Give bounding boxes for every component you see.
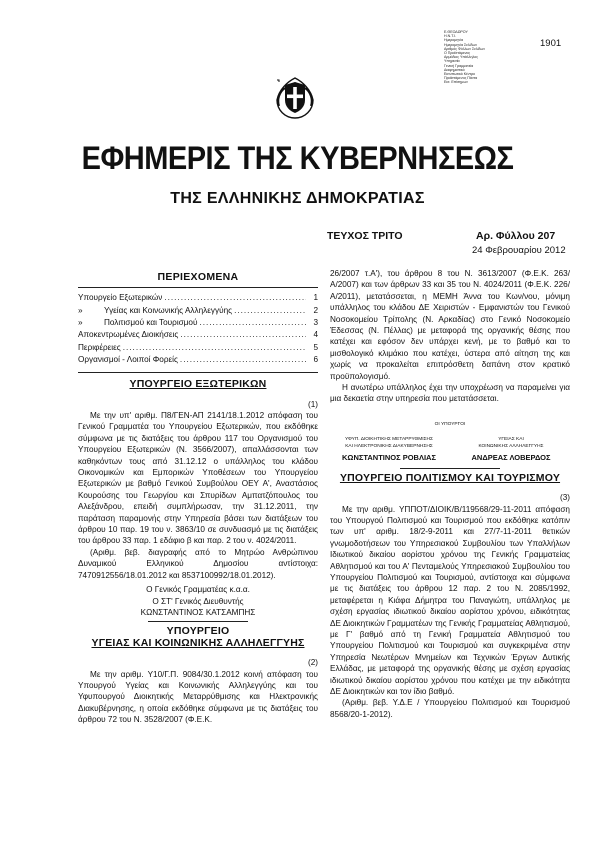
issue-date: 24 Φεβρουαρίου 2012 (472, 245, 566, 256)
toc-item-page: 1 (313, 293, 318, 303)
toc-item-page: 4 (313, 330, 318, 340)
divider (78, 287, 318, 288)
gazette-subtitle: ΤΗΣ ΕΛΛΗΝΙΚΗΣ ΔΗΜΟΚΡΑΤΙΑΣ (170, 190, 425, 207)
stamp-line: Διαφημιστικό (444, 67, 465, 72)
stamp-line: Ο Προϊστάμενος (444, 51, 471, 56)
toc-item-ditto: » (78, 318, 83, 327)
toc-item-label: Αποκεντρωμένες Διοικήσεις (78, 330, 179, 340)
toc-item-label: Περιφέρειες (78, 342, 121, 352)
stamp-line: Η.Ν.Τ.Ι. (444, 34, 456, 39)
toc-item-label: Οργανισμοί - Λοιποί Φορείς (78, 354, 178, 364)
toc-leader (234, 305, 306, 316)
greek-coat-of-arms-icon (273, 76, 317, 120)
decision-text: Με την υπ' αριθμ. Π8/ΓΕΝ-ΑΠ 2141/18.1.2012 απόφαση του Γενικού Γραμματέα του Υπουργείου Εξωτερικών, που εκδόθηκε σύμφωνα με τις διατάξεις του άρθρου 117 του Οργανισμού του Υπουργείου Εξωτερικών (Ν. 3566/2007), απαλλάσσονται των καθηκόντων τους από 31.12.12 ο υπάλληλος του κλάδου Οικονομικών και Εμπορικών Υποθέσεων του Υπουργείου Εξωτερικών με βαθμό Γενικού Συμβούλου ΟΕΥ Α', Αναστάσιος Κουρούσης του Γεωργίου και Σπυρίδων Αμπατζόπουλος του Αλεξάνδρου, επειδή συμπλήρωσαν, την 31.12.2011, την παράταση παραμονής στην Υπηρεσία βάσει των διατάξεων του άρθρου 10 παρ. 19 του ν. 3863/10 σε συνδυασμό με τις διατάξεις του άρθρου 33 παρ. 1 εδάφιο β και παρ. 2 του ν. 4024/2011. (78, 411, 318, 546)
divider (400, 468, 500, 469)
decision-text: Με την αριθμ. ΥΠΠΟΤ/ΔΙΟΙΚ/Β/119568/29-11-2011 απόφαση του Υπουργού Πολιτισμού και Τουρισμού που εκδόθηκε κατόπιν των υπ' αριθμ. 18/2-9-2011 και 27/7-11-2011 θετικών γνωμοδοτήσεων του Υπηρεσιακού Συμβουλίου των Υπαλλήλων Ιδιωτικού δικαίου αορίστου χρόνου της Γενικής Γραμματείας Αθλητισμού και του Α' Πενταμελούς Υπηρεσιακού Συμβουλίου του Υπουργείου Πολιτισμού και Τουρισμού, αντίστοιχα και σύμφωνα με τις διατάξεις του άρθρου 12 παρ. 2 του Ν. 2085/1992, μεταφέρεται η Κιάφα Δήμητρα του Παναγιώτη, υπάλληλος με σχέση εργασίας ιδιωτικού δικαίου αορίστου χρόνου, ειδικότητας ΔΕ Διοικητικών Γραμματέων της Γενικής Γραμματείας Αθλητισμού, με Γ' βαθμό από τη Γενική Γραμματεία Αθλητισμού του Υπουργείου Πολιτισμού και Τουρισμού και συγκεκριμένα στην Υπηρεσία Νεωτέρων Μνημείων και Τεχνικών Έργων Δυτικής Ελλάδας, με μεταφορά της οργανικής θέσης με σχέση εργασίας ιδιωτικού δικαίου αορίστου χρόνου που κατέχει με την ειδικότητα ΔΕ Διοικητικών και τον ίδιο βαθμό. (330, 504, 570, 696)
page-number: 1901 (540, 38, 562, 49)
section-heading: ΥΠΟΥΡΓΕΙΟ ΕΞΩΤΕΡΙΚΩΝ (129, 378, 267, 391)
decision-text: Με την αριθμ. Υ10/Γ.Π. 9084/30.1.2012 κοινή απόφαση του Υπουργού Υγείας και Κοινωνικής Αλληλεγγύης και του Υφυπουργού Διοικητικής Μεταρρύθμισης και Ηλεκτρονικής Διακυβέρνησης, η οποία εκδόθηκε σύμφωνα με τις διατάξεις του άρθρου 72 του Ν. 3528/2007 (Φ.Ε.Κ. (78, 669, 318, 725)
issue-sheet-number: Αρ. Φύλλου 207 (476, 230, 556, 242)
signatory-name: ΚΩΝΣΤΑΝΤΙΝΟΣ ΡΟΒΛΙΑΣ (342, 453, 436, 463)
divider (148, 621, 248, 622)
toc-leader (180, 354, 306, 365)
section-heading: ΥΠΟΥΡΓΕΙΟ (166, 625, 230, 638)
stamp-line: Εισ. Επίσημων (444, 80, 468, 85)
toc-leader (180, 329, 306, 340)
archive-stamp (444, 30, 506, 85)
toc-item-label: Υγείας και Κοινωνικής Αλληλεγγύης (104, 305, 233, 315)
decision-text: Η ανωτέρω υπάλληλος έχει την υποχρέωση να παραμείνει για μια δεκαετία στην υπηρεσία που μετατάσσεται. (330, 383, 570, 404)
stamp-line: Εκτυπωτικό Κέντρο (444, 72, 475, 77)
signatory-role: ΥΓΕΙΑΣ ΚΑΙ (498, 437, 524, 443)
toc-item-ditto: » (78, 305, 83, 315)
toc-leader (164, 292, 306, 303)
stamp-line: Ε.ΘΕΟΔΩΡΟΥ (444, 30, 468, 34)
table-of-contents (78, 292, 318, 366)
toc-item[interactable] (78, 354, 318, 366)
stamp-line: Προϊστάμενος Πάντα (444, 76, 478, 81)
signatory-role: ΚΑΙ ΗΛΕΚΤΡΟΝΙΚΗΣ ΔΙΑΚΥΒΕΡΝΗΣΗΣ (345, 444, 433, 450)
signatory-title: Ο Γενικός Γραμματέας κ.α.α. (146, 585, 250, 595)
stamp-line: Ημερομηνία (444, 38, 464, 43)
toc-item-page: 6 (313, 354, 318, 364)
signature-right (452, 436, 570, 463)
signatory-name: ΑΝΔΡΕΑΣ ΛΟΒΕΡΔΟΣ (471, 453, 551, 463)
decision-number: (2) (307, 658, 318, 668)
divider (78, 372, 318, 373)
decision-number: (3) (559, 493, 570, 503)
ministers-heading: ΟΙ ΥΠΟΥΡΓΟΙ (434, 421, 466, 427)
decision-note: (Αριθμ. βεβ. Υ.Δ.Ε / Υπουργείου Πολιτισμού και Τουρισμού 8568/20-1-2012). (330, 698, 570, 719)
decision-note: (Αριθμ. βεβ. διαγραφής από το Μητρώο Ανθρώπινου Δυναμικού Ελληνικού Δημοσίου αντίστοιχα: 7470912556/18.01.2012 και 8537100992/18.01.2012). (78, 547, 318, 580)
toc-item-page: 5 (313, 342, 318, 352)
toc-item[interactable] (78, 342, 318, 354)
decision-text-continued: 26/2007 τ.Α'), του άρθρου 8 του Ν. 3613/2007 (Φ.Ε.Κ. 263/Α/2007) και των άρθρων 33 και 35 του Ν. 4024/2011 (Φ.Ε.Κ. 226/Α/2011), μετατάσσεται, η ΜΕΜΗ Άννα του Κων/νου, μόνιμη υπάλληλος του κλάδου ΔΕ Χειριστών - Εμφανιστών του Γενικού Νοσοκομείου Τρίπολης (Ν. Αρκαδίας) στο Γενικό Νοσοκομείο Έδεσσας (Ν. Πέλλας) με μεταφορά της οργανικής θέσης που κατέχει και εφόσον δεν υπάρχει κενή, με το βαθμό και το μισθολογικό κλιμάκιο που κατέχει, ύστερα από αίτηση της και χωρίς να προκαλείται επιπρόσθετη δαπάνη στον κρατικό προϋπολογισμό. (330, 269, 570, 381)
signature-left (330, 436, 448, 463)
stamp-line: Ημερομηνία Σελίδων (444, 42, 478, 47)
toc-leader (123, 342, 306, 353)
signatory-role: ΚΟΙΝΩΝΙΚΗΣ ΑΛΛΗΛΕΓΓΥΗΣ (478, 444, 544, 450)
stamp-line: Υπηρεσία (444, 59, 460, 64)
signatory-role: ΥΦΥΠ. ΔΙΟΙΚΗΤΙΚΗΣ ΜΕΤΑΡΡΥΘΜΙΣΗΣ (345, 437, 433, 443)
decision-number: (1) (307, 399, 318, 409)
toc-item[interactable] (78, 329, 318, 341)
section-heading: ΥΓΕΙΑΣ ΚΑΙ ΚΟΙΝΩΝΙΚΗΣ ΑΛΛΗΛΕΓΓΥΗΣ (91, 636, 305, 649)
section-heading: ΥΠΟΥΡΓΕΙΟ ΠΟΛΙΤΙΣΜΟΥ ΚΑΙ ΤΟΥΡΙΣΜΟΥ (339, 471, 561, 484)
signatory-role: Ο ΣΤ' Γενικός Διευθυντής (152, 596, 244, 606)
stamp-line: Αρμόδιος Υπάλληλος (444, 55, 478, 60)
toc-item-page: 3 (313, 318, 318, 327)
gazette-title: ΕΦΗΜΕΡΙΣ ΤΗΣ ΚΥΒΕΡΝΗΣΕΩΣ (81, 141, 514, 177)
toc-item[interactable] (78, 317, 318, 329)
stamp-line: Αριθμός Φύλλων Σελίδων (444, 46, 486, 51)
left-column (78, 268, 318, 726)
toc-leader (199, 317, 306, 328)
toc-item-label: Υπουργείο Εξωτερικών (78, 293, 163, 303)
right-column (330, 268, 570, 720)
issue-series: ΤΕΥΧΟΣ ΤΡΙΤΟ (327, 230, 403, 242)
toc-title: ΠΕΡΙΕΧΟΜΕΝΑ (157, 271, 239, 283)
stamp-line: Γενική Γραμματεία (444, 63, 474, 68)
toc-item-label: Πολιτισμού και Τουρισμού (104, 318, 198, 327)
signature-block (330, 436, 570, 463)
toc-item-page: 2 (313, 305, 318, 315)
signatory-name: ΚΩΝΣΤΑΝΤΙΝΟΣ ΚΑΤΣΑΜΠΗΣ (140, 607, 256, 617)
toc-item[interactable] (78, 292, 318, 304)
toc-item[interactable] (78, 305, 318, 317)
